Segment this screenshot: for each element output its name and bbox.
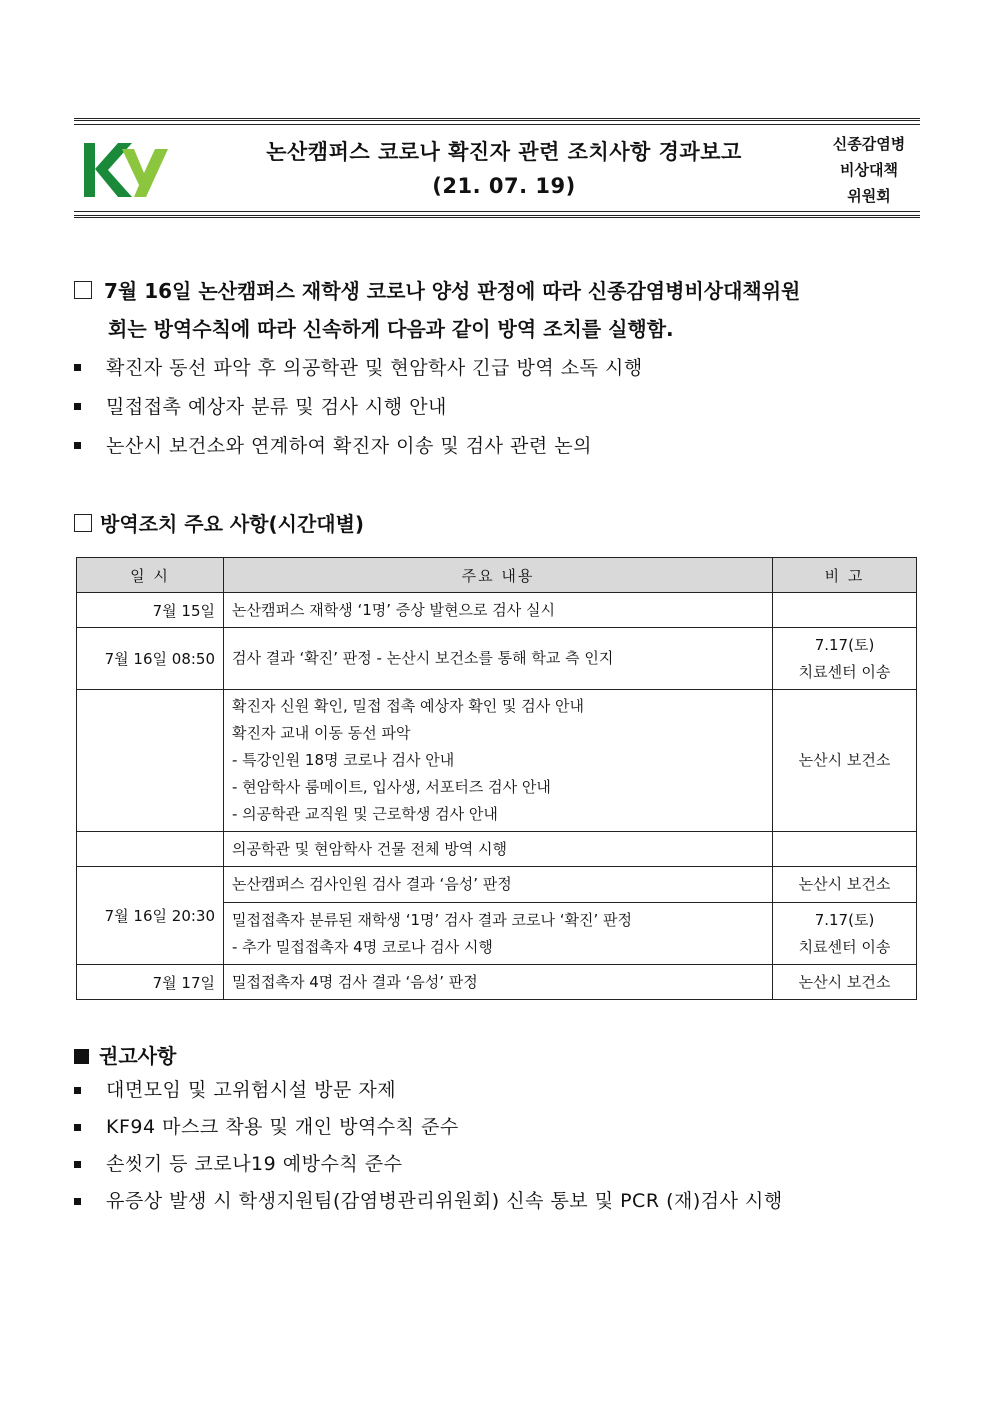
content-line: 밀접접촉자 4명 검사 결과 ‘음성’ 판정 (232, 972, 478, 991)
section3-heading-text: 권고사항 (99, 1044, 177, 1068)
committee-name (822, 131, 916, 209)
table-header-row (77, 558, 917, 593)
column-header: 일 시 (77, 558, 224, 593)
row-content (224, 965, 773, 1000)
row-date: 7월 16일 20:30 (77, 867, 224, 965)
content-line: 의공학관 및 현암학사 건물 전체 방역 시행 (232, 839, 507, 858)
section1-heading-line1: 7월 16일 논산캠퍼스 재학생 코로나 양성 판정에 따라 신종감염병비상대책위원 (104, 279, 801, 303)
bullet-square-icon (74, 364, 81, 371)
row-note (773, 628, 917, 690)
note-line: 7.17(토) (814, 635, 875, 654)
content-line: - 추가 밀접접촉자 4명 코로나 검사 시행 (232, 937, 493, 956)
bullet-square-icon (74, 1161, 81, 1168)
committee-line: 비상대책 (840, 161, 898, 179)
table-row (77, 867, 917, 903)
title-block (224, 135, 784, 203)
table-row (77, 593, 917, 628)
row-note (773, 593, 917, 628)
bullet-square-icon (74, 442, 81, 449)
row-date (77, 832, 224, 867)
table-row (77, 690, 917, 832)
section2-heading (74, 506, 364, 542)
content-line: 확진자 신원 확인, 밀접 접촉 예상자 확인 및 검사 안내 (232, 697, 584, 715)
list-item-text: 밀접접촉 예상자 분류 및 검사 시행 안내 (106, 396, 447, 418)
report-title: 논산캠퍼스 코로나 확진자 관련 조치사항 경과보고 (266, 140, 742, 164)
note-line: 7.17(토) (814, 910, 875, 929)
content-line: - 의공학관 교직원 및 근로학생 검사 안내 (232, 805, 498, 823)
content-line: 논산캠퍼스 재학생 ‘1명’ 증상 발현으로 검사 실시 (232, 600, 555, 619)
section3-heading (74, 1038, 176, 1074)
section3-bullets (74, 1072, 934, 1220)
column-header: 비 고 (773, 558, 917, 593)
section1-bullets (74, 349, 934, 466)
list-item (74, 349, 934, 388)
note-line: 치료센터 이송 (798, 937, 891, 956)
row-content (224, 867, 773, 903)
section2-heading-text: 방역조치 주요 사항(시간대별) (100, 512, 365, 536)
row-date (77, 690, 224, 832)
list-item (74, 1072, 934, 1109)
row-date: 7월 15일 (77, 593, 224, 628)
university-logo-icon (82, 139, 174, 201)
row-note (773, 903, 917, 965)
bullet-square-icon (74, 403, 81, 410)
row-content (224, 903, 773, 965)
checkbox-square-icon (74, 281, 92, 299)
bullet-square-icon (74, 1124, 81, 1131)
checkbox-square-icon (74, 514, 92, 532)
list-item (74, 427, 934, 466)
row-note (773, 690, 917, 832)
bullet-square-icon (74, 1198, 81, 1205)
note-line: 논산시 보건소 (798, 875, 891, 893)
table-row (77, 965, 917, 1000)
row-content (224, 832, 773, 867)
list-item (74, 388, 934, 427)
section1-heading-line2: 회는 방역수칙에 따라 신속하게 다음과 같이 방역 조치를 실행함. (108, 317, 674, 341)
note-line: 치료센터 이송 (798, 662, 891, 681)
bullet-square-icon (74, 1087, 81, 1094)
list-item-text: 유증상 발생 시 학생지원팀(감염병관리위원회) 신속 통보 및 PCR (재)검사 시행 (106, 1190, 783, 1212)
row-note (773, 965, 917, 1000)
schedule-table (76, 557, 917, 1000)
table-row (77, 832, 917, 867)
row-note (773, 832, 917, 867)
note-line: 논산시 보건소 (798, 751, 891, 769)
row-content (224, 690, 773, 832)
content-line: 확진자 교내 이동 동선 파악 (232, 724, 411, 742)
content-line: - 현암학사 룸메이트, 입사생, 서포터즈 검사 안내 (232, 778, 551, 796)
content-line: - 특강인원 18명 코로나 검사 안내 (232, 751, 455, 769)
row-date: 7월 17일 (77, 965, 224, 1000)
row-date: 7월 16일 08:50 (77, 628, 224, 690)
note-line: 논산시 보건소 (798, 972, 891, 991)
row-note (773, 867, 917, 903)
row-content (224, 593, 773, 628)
committee-line: 위원회 (847, 187, 891, 205)
list-item (74, 1146, 934, 1183)
list-item-text: 확진자 동선 파악 후 의공학관 및 현암학사 긴급 방역 소독 시행 (106, 357, 643, 379)
list-item-text: 손씻기 등 코로나19 예방수칙 준수 (106, 1153, 403, 1175)
list-item-text: KF94 마스크 착용 및 개인 방역수칙 준수 (106, 1116, 459, 1138)
content-line: 밀접접촉자 분류된 재학생 ‘1명’ 검사 결과 코로나 ‘확진’ 판정 (232, 910, 633, 929)
report-header (74, 118, 920, 218)
table-row (77, 628, 917, 690)
list-item (74, 1109, 934, 1146)
section1-heading (74, 272, 934, 348)
content-line: 논산캠퍼스 검사인원 검사 결과 ‘음성’ 판정 (232, 875, 512, 893)
column-header: 주요 내용 (224, 558, 773, 593)
list-item-text: 대면모임 및 고위험시설 방문 자제 (106, 1079, 397, 1101)
filled-square-icon (74, 1049, 89, 1064)
content-line: 검사 결과 ‘확진’ 판정 - 논산시 보건소를 통해 학교 측 인지 (232, 649, 614, 667)
row-content (224, 628, 773, 690)
list-item-text: 논산시 보건소와 연계하여 확진자 이송 및 검사 관련 논의 (106, 435, 592, 457)
list-item (74, 1183, 934, 1220)
committee-line: 신종감염병 (832, 135, 906, 153)
report-date: (21. 07. 19) (432, 174, 576, 198)
